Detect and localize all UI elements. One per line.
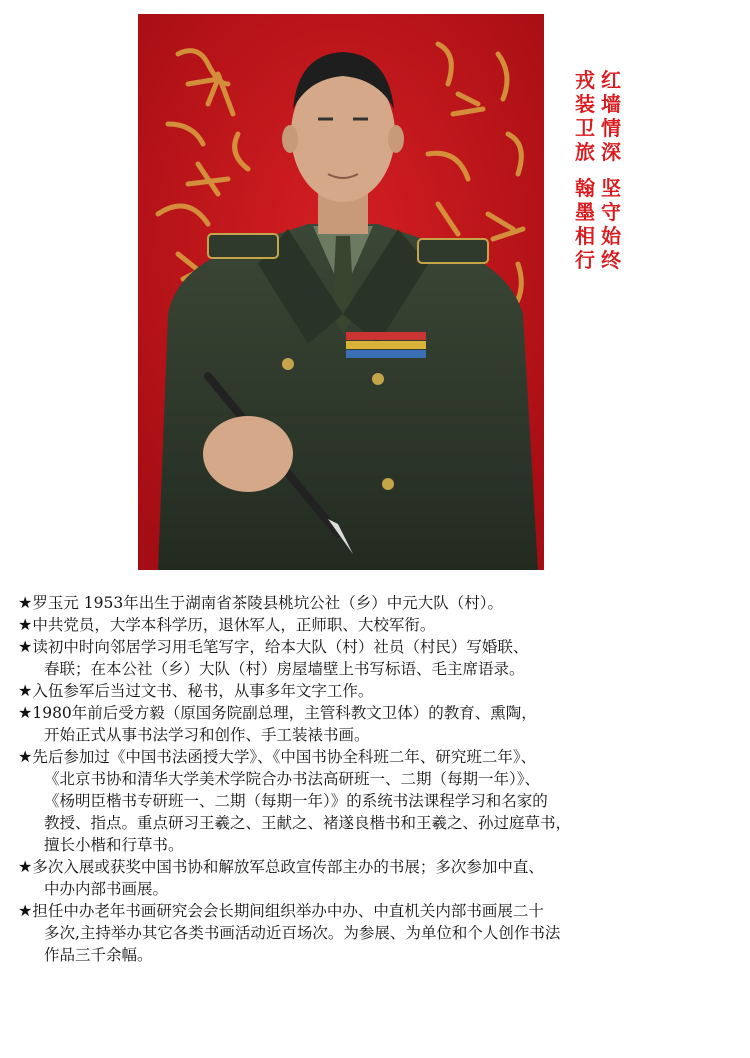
bio-line: 《杨明臣楷书专研班一、二期（每期一年）》的系统书法课程学习和名家的 — [44, 792, 548, 810]
bio-line: 1980年前后受方毅（原国务院副总理，主管科教文卫体）的教育、熏陶， — [32, 704, 537, 722]
portrait-photo — [138, 14, 544, 570]
bio-item — [18, 592, 740, 614]
bio-item — [18, 856, 740, 900]
bio-line: 先后参加过《中国书法函授大学》、《中国书协全科班二年、研究班二年》、 — [32, 748, 537, 766]
star-icon: ★ — [18, 593, 33, 612]
bio-line: 读初中时向邻居学习用毛笔写字，给本大队（村）社员（村民）写婚联、 — [32, 638, 529, 656]
bio-line: 多次入展或获奖中国书协和解放军总政宣传部主办的书展；多次参加中直、 — [32, 858, 544, 876]
bio-line: 教授、指点。重点研习王羲之、王献之、褚遂良楷书和王羲之、孙过庭草书， — [44, 814, 572, 832]
bio-line: 《北京书协和清华大学美术学院合办书法高研班一、二期（每期一年）》、 — [44, 770, 541, 788]
star-icon: ★ — [18, 703, 33, 722]
star-icon: ★ — [18, 747, 33, 766]
star-icon: ★ — [18, 637, 33, 656]
bio-line: 作品三千余幅。 — [44, 946, 153, 964]
poem-column-3: 坚守始终 — [601, 176, 621, 272]
biography-list — [18, 592, 740, 966]
bio-item — [18, 746, 740, 856]
star-icon: ★ — [18, 681, 33, 700]
bio-item — [18, 702, 740, 746]
bio-line: 担任中办老年书画研究会会长期间组织举办中办、中直机关内部书画展二十 — [32, 902, 544, 920]
bio-line: 入伍参军后当过文书、秘书，从事多年文字工作。 — [32, 682, 374, 700]
star-icon: ★ — [18, 615, 33, 634]
bio-line: 多次,主持举办其它各类书画活动近百场次。为参展、为单位和个人创作书法 — [44, 924, 561, 942]
star-icon: ★ — [18, 901, 33, 920]
bio-line: 春联；在本公社（乡）大队（村）房屋墙壁上书写标语、毛主席语录。 — [44, 660, 525, 678]
poem-column-1: 红墙情深 — [601, 68, 621, 164]
bio-item — [18, 680, 740, 702]
bio-line: 罗玉元 1953年出生于湖南省茶陵县桃坑公社（乡）中元大队（村）。 — [32, 594, 503, 612]
star-icon: ★ — [18, 857, 33, 876]
poem-column-2: 戎装卫旅 — [575, 68, 595, 164]
poem-column-4: 翰墨相行 — [575, 176, 595, 272]
bio-line: 擅长小楷和行草书。 — [44, 836, 184, 854]
bio-line: 开始正式从事书法学习和创作、手工装裱书画。 — [44, 726, 370, 744]
bio-item — [18, 614, 740, 636]
bio-item — [18, 636, 740, 680]
bio-line: 中共党员，大学本科学历，退休军人，正师职、大校军衔。 — [32, 616, 436, 634]
bio-line: 中办内部书画展。 — [44, 880, 169, 898]
bio-item — [18, 900, 740, 966]
